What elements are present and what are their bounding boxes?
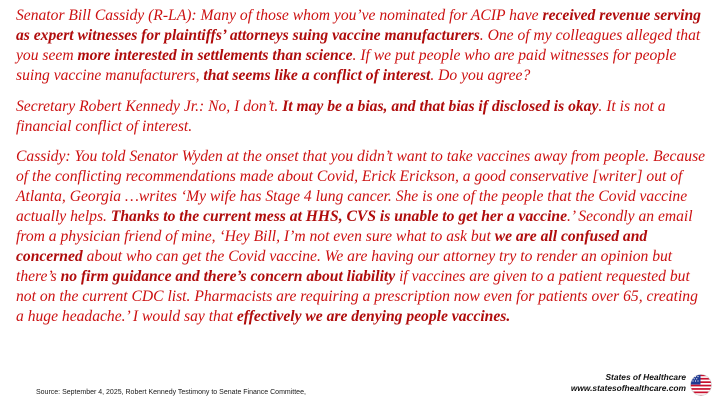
emphasized-text: effectively we are denying people vaccines. (236, 307, 511, 325)
text-run: . One of my colleagues alleged that you seem (16, 26, 701, 64)
text-run: Senator Bill Cassidy (R-LA): Many of those whom you’ve nominated for ACIP have (16, 7, 543, 24)
text-run: . Do you agree? (430, 66, 531, 84)
emphasized-text: more interested in settlements than science (77, 46, 353, 64)
source-citation: Source: September 4, 2025, Robert Kennedy Testimony to Senate Finance Committee, (36, 389, 306, 396)
emphasized-text: no firm guidance and there’s concern about liability (60, 267, 396, 285)
text-run: Cassidy: You told Senator Wyden at the onset that you didn’t want to take vaccines away from people. Because of the conflicting recommendations made about Covid, Erick Erickson, a good conservative [writer] out of Atlanta, Georgia …writes ‘My wife has Stage 4 lung cancer. She is one of the people that the Covid vaccine actually helps. (16, 148, 706, 226)
brand-name: States of Healthcare (605, 372, 686, 382)
text-run: Secretary Robert Kennedy Jr.: No, I don’t. (16, 97, 283, 115)
emphasized-text: received revenue serving as expert witnesses for plaintiffs’ attorneys suing vaccine manufacturers (16, 7, 701, 44)
emphasized-text: we are all confused and concerned (16, 228, 648, 265)
text-run: if vaccines are given to a patient requested but not on the current CDC list. Pharmacists are requiring a prescription now even for patients over 65, creating a huge headache.’ I would say that (16, 267, 698, 325)
cassidy-question-paragraph (16, 6, 708, 86)
emphasized-text: Thanks to the current mess at HHS, CVS is unable to get her a vaccine (110, 208, 568, 226)
emphasized-text: that seems like a conflict of interest (203, 66, 431, 84)
text-run: . If we put people who are paid witnesses for people suing vaccine manufacturers, (16, 46, 677, 84)
kennedy-answer-paragraph (16, 97, 708, 137)
text-run: .’ Secondly an email from a physician friend of mine, ‘Hey Bill, I’m not even sure what to ask but (16, 208, 693, 246)
brand-block (571, 372, 686, 394)
transcript (16, 6, 708, 327)
text-run: . It is not a financial conflict of interest. (16, 97, 666, 135)
brand-url: www.statesofhealthcare.com (570, 383, 686, 393)
us-flag-circle-icon (690, 374, 712, 396)
emphasized-text: It may be a bias, and that bias if disclosed is okay (282, 97, 599, 115)
cassidy-followup-paragraph (16, 147, 708, 326)
text-run: about who can get the Covid vaccine. We are having our attorney try to render an opinion but there’s (16, 247, 673, 285)
